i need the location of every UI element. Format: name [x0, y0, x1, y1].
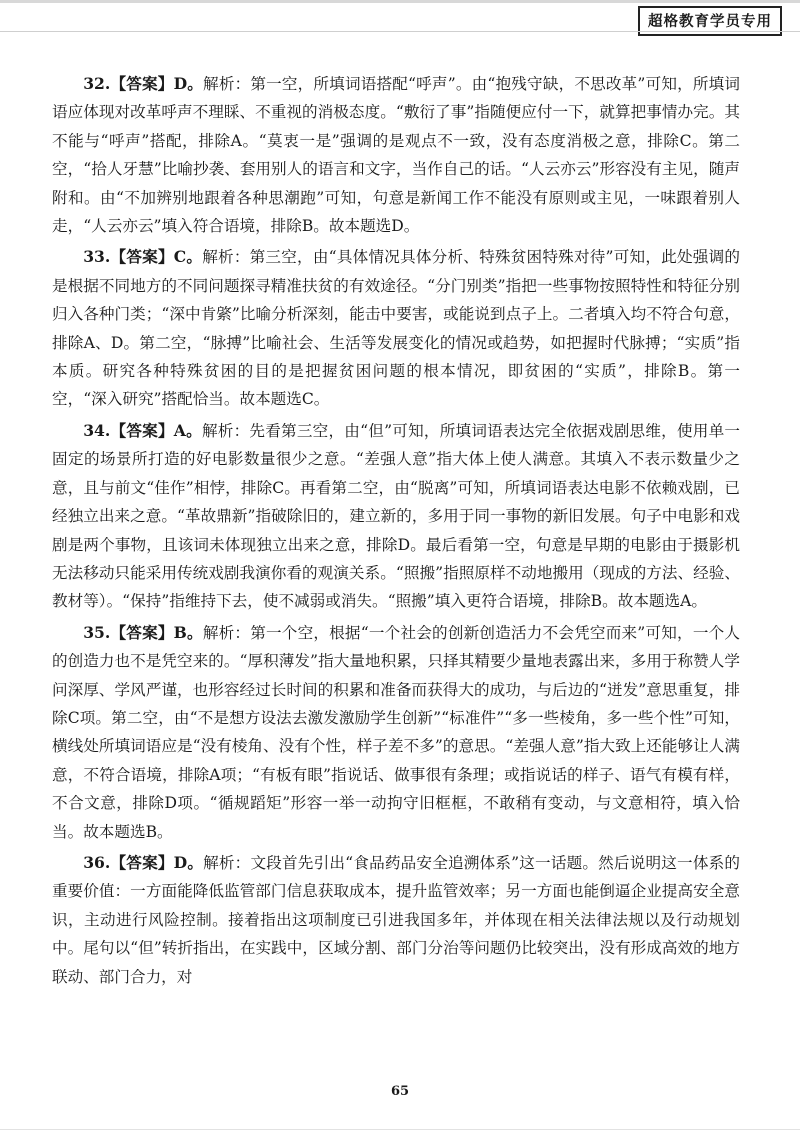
answer-explanations: [52, 70, 740, 994]
explanation-32: [52, 70, 740, 240]
explanation-text: 解析：第三空，由“具体情况具体分析、特殊贫困特殊对待”可知，此处强调的是根据不同地方的不同问题探寻精准扶贫的有效途径。“分门别类”指把一些事物按照特性和特征分别归入各种门类；“深中肯綮”比喻分析深刻，能击中要害，或能说到点子上。二者填入均不符合句意，排除A、D。第二空，“脉搏”比喻社会、生活等发展变化的情况或趋势，如把握时代脉搏；“实质”指本质。研究各种特殊贫困的目的是把握贫困问题的根本情况，即贫困的“实质”，排除B。第一空，“深入研究”搭配恰当。故本题选C。: [52, 248, 740, 409]
explanation-text: 解析：文段首先引出“食品药品安全追溯体系”这一话题。然后说明这一体系的重要价值：一方面能降低监管部门信息获取成本，提升监管效率；另一方面也能倒逼企业提高安全意识，主动进行风险控制。接着指出这项制度已引进我国多年，并体现在相关法律法规以及行动规划中。尾句以“但”转折指出，在实践中，区域分割、部门分治等问题仍比较突出，没有形成高效的地方联动、部门合力，对: [52, 853, 740, 986]
page-number: 65: [390, 1084, 410, 1099]
question-number: 32.: [83, 74, 111, 93]
header-stamp: 超格教育学员专用: [638, 6, 782, 36]
question-number: 35.: [83, 622, 111, 642]
answer-label: 【答案】D。: [110, 74, 204, 93]
question-number: 36.: [83, 852, 111, 872]
answer-label: 【答案】C。: [110, 247, 203, 267]
explanation-34: [52, 417, 740, 616]
question-number: 33.: [83, 247, 111, 267]
answer-label: 【答案】A。: [110, 420, 202, 440]
page-top-edge: [0, 0, 800, 3]
explanation-text: 解析：第一个空，根据“一个社会的创新创造活力不会凭空而来”可知，一个人的创造力也不是凭空来的。“厚积薄发”指大量地积累，只择其精要少量地表露出来，多用于称赞人学问深厚、学风严谨，也形容经过长时间的积累和准备而获得大的成功，与后边的“迸发”意思重复，排除C项。第二空，由“不是想方设法去激发激励学生创新”“标准件”“多一些棱角，多一些个性”可知，横线处所填词语应是“没有棱角、没有个性，样子差不多”的意思。“差强人意”指大致上还能够让人满意，不符合语境，排除A项；“有板有眼”指说话、做事很有条理；或指说话的样子、语气有模有样，不合文意，排除D项。“循规蹈矩”形容一举一动拘守旧框框，不敢稍有变动，与文意相符，填入恰当。故本题选B。: [52, 623, 740, 841]
question-number: 34.: [83, 420, 111, 440]
explanation-35: [52, 619, 740, 846]
answer-label: 【答案】B。: [110, 622, 203, 642]
page-bottom-edge: [0, 1129, 800, 1130]
explanation-text: 解析：第一空，所填词语搭配“呼声”。由“抱残守缺，不思改革”可知，所填词语应体现对改革呼声不理睬、不重视的消极态度。“敷衍了事”指随便应付一下，就算把事情办完。其不能与“呼声”搭配，排除A。“莫衷一是”强调的是观点不一致，没有态度消极之意，排除C。第二空，“拾人牙慧”比喻抄袭、套用别人的语言和文字，当作自己的话。“人云亦云”形容没有主见，随声附和。由“不加辨别地跟着各种思潮跑”可知，句意是新闻工作不能没有原则或主见，一味跟着别人走，“人云亦云”填入符合语境，排除B。故本题选D。: [52, 75, 741, 236]
explanation-33: [52, 243, 740, 413]
explanation-36: [52, 849, 740, 991]
header-divider: [0, 31, 800, 32]
explanation-text: 解析：先看第三空，由“但”可知，所填词语表达完全依据戏剧思维，使用单一固定的场景所打造的好电影数量很少之意。“差强人意”指大体上使人满意。其填入不表示数量少之意，且与前文“佳作”相悖，排除C。再看第二空，由“脱离”可知，所填词语表达电影不依赖戏剧，已经独立出来之意。“革故鼎新”指破除旧的，建立新的，多用于同一事物的新旧发展。句子中电影和戏剧是两个事物，且该词未体现独立出来之意，排除D。最后看第一空，句意是早期的电影由于摄影机无法移动只能采用传统戏剧我演你看的观演关系。“照搬”指照原样不动地搬用（现成的方法、经验、教材等）。“保持”指维持下去，使不减弱或消失。“照搬”填入更符合语境，排除B。故本题选A。: [52, 421, 740, 611]
answer-label: 【答案】D。: [110, 852, 204, 872]
